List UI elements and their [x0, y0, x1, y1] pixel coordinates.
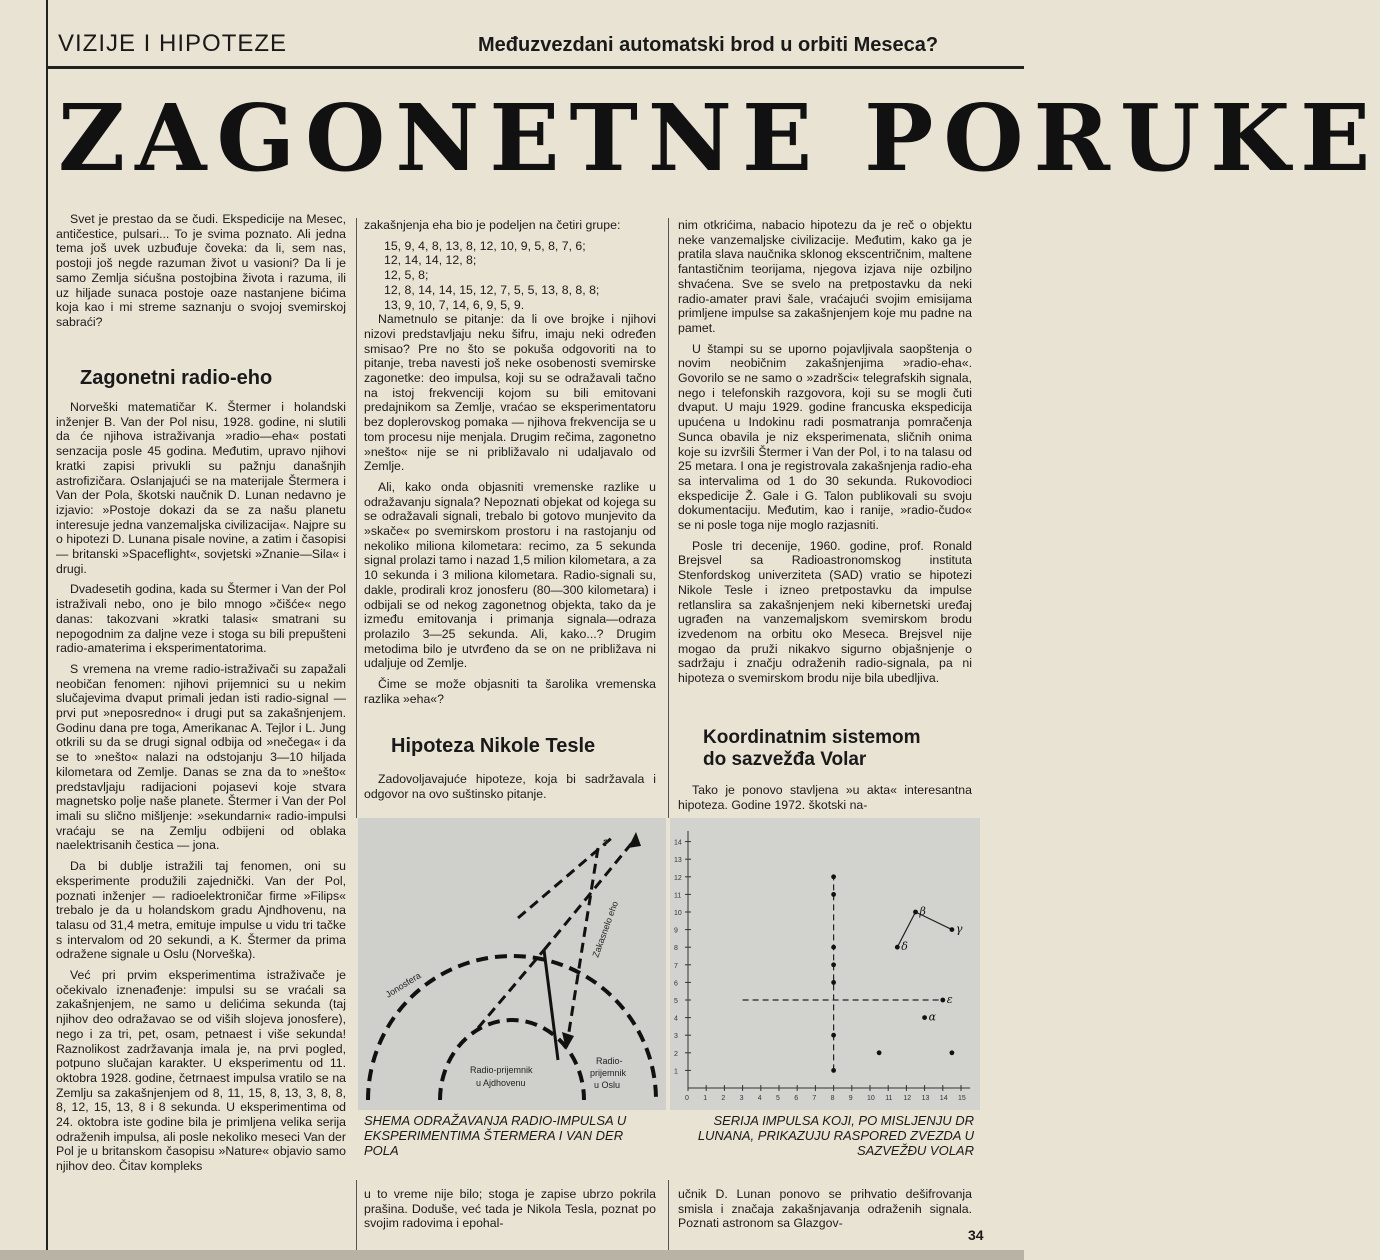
- sequence: 12, 14, 14, 12, 8;: [384, 253, 477, 268]
- star-point: [940, 998, 945, 1003]
- page-number: 34: [968, 1227, 984, 1243]
- paragraph: zakašnjenja eha bio je podeljen na četiri grupe:: [364, 218, 621, 232]
- paragraph: S vremena na vreme radio-istraživači su zapažali neobičan fenomen: njihovi prijemnici su u nekim slučajevima dvaput primali jedan isti radio-signal — prvi put »neposredno« i drugi put sa zakašnjenjem. Godinu dana pre toga, Amerikanac A. Tejlor i L. Jung otkrili su da se drugi signal odbija od »nečega« i da se to »nešto« nalazi na odstojanju 3—10 hiljada kilometara od Zemlje. Danas se zna da to »nešto« predstavljaju radijacioni pojasevi koje stvara magnetsko polje naše planete. Štermer i Van der Pol imali su slično mišljenje: »sekundarni« radio-impulsi vraćaju se na Zemlju odbijeni od oblaka naelektrisanih čestica — jona.: [56, 661, 346, 853]
- paragraph: Posle tri decenije, 1960. godine, prof. Ronald Brejsvel sa Radioastronomskog instituta Stenfordskog univerziteta (SAD) vratio se hipotezi Nikole Tesle i izneo pretpostavku da impulse retlanslira sa zakašnjenjem neki kibernetski uređaj ugrađen na vanzemaljskom svemirskom brodu izvedenom na orbitu oko Meseca. Brejsvel nije mogao da pruži nikakvo sigurno objašnjenje o sadržaju i značju odraženih radio-signala, pa ni hipoteza o svemirskom brodu nije bila ubedljiva.: [678, 538, 972, 686]
- oslo-receiver-label: u Oslu: [594, 1080, 621, 1090]
- article-subtitle: Međuzvezdani automatski brod u orbiti Meseca?: [478, 34, 939, 56]
- column-divider: [668, 1180, 669, 1250]
- figure-2-caption: SERIJA IMPULSA KOJI, PO MISLJENJU DR LUNANA, PRIKAZUJU RASPORED ZVEZDA U SAZVEŽĐU VOLAR: [697, 1113, 974, 1158]
- intro-paragraph: Svet je prestao da se čudi. Ekspedicije na Mesec, antičestice, pulsari... To je svima poznato. Ali jedna tema još uvek uzbuđuje čoveka: da li, sem nas, postoji još negde razuman život u vasioni? Da li je samo Zemlja sićušna postojbina života i razuma, ili uz hiljade sunaca postoje oaze nastanjene bićima koja kao i mi streme saznanju o svojoj svemirskoj sabraći?: [56, 212, 346, 329]
- y-tick-label: 3: [674, 1033, 678, 1041]
- oslo-receiver-label: Radio-: [596, 1056, 623, 1066]
- direct-signal-line: [544, 950, 558, 1060]
- star-label: ε: [946, 993, 953, 1006]
- x-tick-label: 12: [903, 1095, 912, 1102]
- header-rule: [46, 66, 1024, 69]
- star-plot-figure: [670, 818, 980, 1110]
- paragraph: Tako je ponovo stavljena »u akta« interesantna hipoteza. Godine 1972. škotski na-: [678, 783, 972, 812]
- star-point: [831, 962, 836, 967]
- x-tick-label: 9: [848, 1095, 853, 1102]
- delayed-echo-label: Zakasnelo eho: [590, 899, 621, 959]
- x-tick-label: 8: [830, 1095, 835, 1102]
- star-label: γ: [955, 922, 963, 936]
- star-point: [877, 1050, 882, 1055]
- y-tick-label: 14: [674, 839, 682, 847]
- section-heading-coordinates: [703, 727, 920, 771]
- paragraph: Nametnulo se pitanje: da li ove brojke i njihovi nizovi predstavljaju neku šifru, imaju neki određen smisao? Pre no što se pokuša odgovoriti na to pitanje, treba navesti još neke osobenosti svemirske zagonetke: deo impulsa, koji su se odražavali tačno na istoj frekvenciji kojom su bili emitovani predajnikom sa Zemlje, vraćao se eksperimentatoru bez doplerovskog pomaka — njihova frekvencija se u tom procesu nije menjala. Drugim rečima, zagonetno »nešto« nije se ni približavalo ni udaljavalo od Zemlje.: [364, 312, 656, 474]
- x-tick-label: 6: [794, 1095, 799, 1102]
- tesla-intro: [364, 772, 656, 801]
- sequence: 13, 9, 10, 7, 14, 6, 9, 5, 9.: [384, 297, 525, 312]
- y-tick-label: 7: [674, 962, 678, 970]
- echo-delay-sequences: [384, 239, 656, 313]
- column-3: [678, 218, 972, 692]
- echo-diagram-svg: [358, 818, 666, 1110]
- y-tick-label: 4: [674, 1015, 678, 1023]
- star-point: [950, 1050, 955, 1055]
- paragraph: U štampi su se uporno pojavljivala saopštenja o novim neobičnim zakašnjenjima »radio-eha«. Govorilo se ne samo o »zadršci« telegrafskih signala, nego i telefonskih razgovora, koji su se mogli čuti dvaput. U maju 1929. godine francuska ekspedicija upućena u Indokinu radi posmatranja pomračenja Sunca obavila je niz eksperimenata, sličnih onima koje su izvršili Štermer i Van der Pol, i to na talasu od 25 metara. I ona je registrovala zakašnjenja radio-eha sa intervalima od 1 do 30 sekunda. Rukovodioci ekspedicije Ž. Gale i G. Talon publikovali su svoju dokumentaciju. Međutim, kao i ranije, »radio-čudo« se ni posle toga nije moglo razjasniti.: [678, 341, 972, 533]
- y-tick-label: 8: [674, 945, 678, 953]
- page-bottom-strip: [0, 1250, 1024, 1260]
- star-label: β: [919, 905, 926, 918]
- return-echo-line: [568, 848, 598, 1038]
- y-tick-label: 10: [674, 910, 682, 917]
- echo-reflection-diagram: [358, 818, 666, 1110]
- eindhoven-receiver-label: u Ajdhovenu: [476, 1078, 526, 1088]
- column-divider: [356, 1180, 357, 1250]
- y-tick-label: 2: [674, 1050, 678, 1058]
- star-point: [831, 892, 836, 897]
- star-label: α: [928, 1010, 937, 1024]
- column-1: [56, 212, 346, 336]
- x-tick-label: 3: [739, 1095, 744, 1102]
- heading-line: Koordinatnim sistemom: [703, 727, 921, 748]
- x-tick-label: 10: [867, 1095, 875, 1102]
- coordinates-intro: [678, 783, 972, 812]
- x-tick-label: 1: [703, 1095, 708, 1102]
- star-point: [895, 945, 900, 950]
- column-2: [364, 218, 656, 713]
- column-divider: [668, 218, 669, 818]
- x-tick-label: 2: [721, 1095, 726, 1102]
- heading-line: do sazvežđa Volar: [703, 749, 867, 770]
- x-tick-label: 7: [812, 1095, 817, 1102]
- paragraph: Zadovoljavajuće hipoteze, koja bi sadržavala i odgovor na ovo suštinsko pitanje.: [364, 772, 656, 801]
- paragraph: nim otkrićima, nabacio hipotezu da je reč o objektu neke vanzemaljske civilizacije. Međutim, kako ga je pratila slava naučnika sklonog ekscentričnim, maltene fantastičnim teorijama, njegova izjava nije ozbiljno shvaćena. Sve se svelo na pretpostavku da neki radio-amater pravi šale, vraćajući svojim emisijama primljene impulse sa zakašnjenjem koje mu padne na pamet.: [678, 218, 972, 335]
- x-tick-label: 4: [757, 1095, 762, 1102]
- star-point: [831, 1068, 836, 1073]
- signal-path-line: [478, 950, 544, 1028]
- x-tick-label: 13: [921, 1095, 930, 1102]
- column-3-continuation: učnik D. Lunan ponovo se prihvatio dešifrovanja smisla i značaja zakašnjavanja odraženih signala. Poznati astronom sa Glazgov-: [678, 1187, 972, 1231]
- sequence: 15, 9, 4, 8, 13, 8, 12, 10, 9, 5, 8, 7, 6;: [384, 238, 586, 253]
- oslo-receiver-label: prijemnik: [590, 1068, 627, 1078]
- paragraph: Da bi dublje istražili taj fenomen, oni su eksperimente produžili zajednički. Van der Pol, poznati inženjer — radioelektroničar firme »Filips« trebalo je da u holandskom gradu Ajndhovenu, na talasu od 31,4 metra, emituje impulse u vidu tri tačke s intervalom od 20 sekundi, a K. Štermer da prima odražene signale u Oslu (Norveška).: [56, 859, 346, 962]
- paragraph: Čime se može objasniti ta šarolika vremenska razlika »eha«?: [364, 677, 656, 706]
- y-tick-label: 12: [674, 874, 682, 882]
- star-point: [913, 910, 918, 915]
- paragraph: Ali, kako onda objasniti vremenske razlike u odražavanju signala? Nepoznati objekat od kojega su se odražavali signali, trebalo bi gotovo munjevito da »skače« po svemirskom prostoru i na rastojanju od nekoliko miliona kilometara: recimo, za 5 sekunda signal prolazi tamo i nazad 1,5 milion kilometara, a za 10 sekunda i 3 miliona kilometara. Radio-signali su, dakle, prodirali kroz jonosferu (80—300 kilometara) i odbijali se od nekog zagonetnog objekta, tako da je između emitovanja i primanja signala—odraza prolazilo 3—25 sekunda. Ali, kako...? Drugim metodima bilo je utvrđeno da se on ne približava ni udaljuje od Zemlje.: [364, 479, 656, 671]
- star-label: δ: [901, 940, 908, 954]
- echo-path-line: [518, 836, 614, 918]
- x-tick-label: 15: [958, 1095, 966, 1102]
- ionosphere-label: Jonosfera: [383, 970, 423, 1000]
- y-tick-label: 5: [674, 998, 678, 1005]
- star-point: [831, 980, 836, 985]
- y-tick-label: 13: [674, 857, 682, 865]
- star-point: [922, 1015, 927, 1020]
- unknown-object-marker: ?: [603, 838, 609, 848]
- arrow-head: [628, 832, 641, 848]
- column-1-body: [56, 400, 346, 1180]
- section-heading-tesla: Hipoteza Nikole Tesle: [391, 735, 596, 757]
- paragraph: Norveški matematičar K. Štermer i holandski inženjer B. Van der Pol nisu, 1928. godine, ni slutili da će njihova istraživanja »radio—eha« postati senzacija posle 45 godina. Međutim, upravo njihovi kratki zapisi privukli su pažnju današnjih astrofizičara. Oslanjajući se na materijale Štermera i Van der Pola, škotski naučnik D. Lunan nedavno je izjavio: »Postoje dokazi da se za našu planetu interesuje jedna vanzemaljska civilizacija«. Najpre su o hipotezi D. Lunana pisale novine, a zatim i časopisi — britanski »Spaceflight«, sovjetski »Znanie—Sila« i drugi.: [56, 400, 346, 576]
- star-point: [831, 874, 836, 879]
- y-tick-label: 1: [674, 1068, 678, 1076]
- column-divider: [356, 218, 357, 818]
- x-tick-label: 0: [685, 1095, 689, 1102]
- paragraph: Dvadesetih godina, kada su Štermer i Van der Pol istraživali nebo, ono je bilo mnogo »čišće« nego danas: takozvani »kratki talasi« smatrani su nepogodnim za daljne veze i stoga su bili prepušteni radio-amaterima i eksperimentatorima.: [56, 582, 346, 656]
- x-tick-label: 5: [776, 1095, 780, 1102]
- y-tick-label: 6: [674, 980, 678, 988]
- left-margin-rule: [46, 0, 48, 1250]
- earth-arc: [440, 1020, 584, 1100]
- star-point: [950, 927, 955, 932]
- paragraph: Već pri prvim eksperimentima istraživače je očekivalo iznenađenje: impulsi su se vraćali sa zakašnjenjem, ne samo u delićima sekunda (taj njihov deo odražavao se od viših slojeva jonosfere), nego i za tri, pet, osam, petnaest i više sekunda! Raznolikost zadržavanja imala je, na prvi pogled, potpuno slučajan karakter. U eksperimentu od 11. oktobra 1928. godine, četrnaest impulsa vratilo se na Zemlju sa zakašnjenjem od 8, 11, 15, 8, 13, 3, 8, 8, 8, 12, 15, 13, 8 i 8 sekunda. U eksperimentima od 24. oktobra iste godine bila je primljena velika serija odraženih impulsa, ali posle nekoliko meseci Van der Pol je u britanskom časopisu »Nature« objavio samo njihov deo. Čitav kompleks: [56, 968, 346, 1174]
- figure-1-caption: SHEMA ODRAŽAVANJA RADIO-IMPULSA U EKSPERIMENTIMA ŠTERMERA I VAN DER POLA: [364, 1113, 627, 1158]
- eindhoven-receiver-label: Radio-prijemnik: [470, 1065, 533, 1075]
- star-point: [831, 1033, 836, 1038]
- star-point: [831, 945, 836, 950]
- x-tick-label: 11: [885, 1095, 893, 1102]
- echo-path-line: [544, 838, 636, 950]
- sequence: 12, 5, 8;: [384, 268, 429, 283]
- article-headline: ZAGONETNE PORUKE: [58, 84, 1380, 192]
- section-label: VIZIJE I HIPOTEZE: [58, 30, 288, 57]
- section-heading-radio-echo: Zagonetni radio-eho: [80, 367, 273, 389]
- column-2-continuation: u to vreme nije bilo; stoga je zapise ubrzo pokrila prašina. Doduše, već tada je Nikola Tesla, poznat po svojim radovima i epohal-: [364, 1187, 656, 1231]
- y-tick-label: 9: [674, 927, 678, 935]
- y-tick-label: 11: [674, 892, 682, 900]
- sequence: 12, 8, 14, 14, 15, 12, 7, 5, 5, 13, 8, 8, 8;: [384, 282, 600, 297]
- x-tick-label: 14: [939, 1095, 948, 1102]
- star-plot-svg: [670, 818, 980, 1110]
